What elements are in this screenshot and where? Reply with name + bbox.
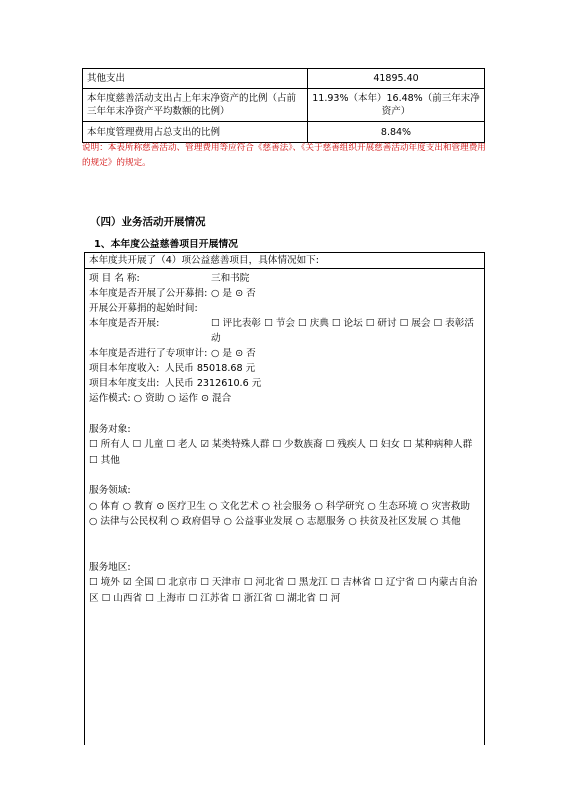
targets-options[interactable]: ☐ 所有人 ☐ 儿童 ☐ 老人 ☑ 某类特殊人群 ☐ 少数族裔 ☐ 残疾人 ☐ 妇女 ☐ 某种病种人群 ☐ 其他: [89, 439, 473, 466]
audit-row: [89, 346, 480, 361]
project-box: [84, 252, 485, 745]
fund-start-label: 开展公开募捐的起始时间:: [89, 303, 198, 314]
row-value: 8.84%: [308, 122, 485, 143]
spacer: [89, 545, 480, 560]
fund-start-row: [89, 301, 480, 316]
project-body: [85, 269, 484, 606]
public-fund-label: 本年度是否开展了公开募捐:: [89, 288, 208, 299]
audit-label: 本年度是否进行了专项审计:: [89, 348, 208, 359]
project-name-value: 三和书院: [211, 273, 250, 284]
fields-title: 服务领域:: [89, 485, 131, 496]
regions-options[interactable]: ☐ 境外 ☑ 全国 ☐ 北京市 ☐ 天津市 ☐ 河北省 ☐ 黑龙江 ☐ 吉林省 ☐ 辽宁省 ☐ 内蒙古自治区 ☐ 山西省 ☐ 上海市 ☐ 江苏省 ☐ 浙江省 ☐ 湖北省 ☐ 河: [89, 577, 478, 604]
project-name-row: [89, 271, 480, 286]
income-row: [89, 361, 480, 376]
income-label: 项目本年度收入:: [89, 363, 160, 374]
expense-row: [89, 376, 480, 391]
expense-label: 项目本年度支出:: [89, 378, 160, 389]
activities-label: 本年度是否开展:: [89, 318, 160, 329]
regions-title: 服务地区:: [89, 561, 131, 573]
fund-start-value: [211, 301, 480, 316]
table-row: [83, 122, 485, 143]
targets-title: 服务对象:: [89, 423, 131, 435]
public-fund-options[interactable]: ○ 是 ⊙ 否: [211, 288, 256, 299]
finance-table: [82, 68, 485, 143]
income-value: 人民币 85018.68 元: [165, 363, 256, 374]
row-label: 其他支出: [83, 69, 308, 89]
public-fund-row: [89, 286, 480, 301]
spacer: [89, 530, 480, 545]
section-title: （四）业务活动开展情况: [90, 216, 206, 228]
expense-value: 人民币 2312610.6 元: [165, 378, 262, 389]
section-subtitle: 1、本年度公益慈善项目开展情况: [94, 239, 238, 250]
project-header: 本年度共开展了（4）项公益慈善项目，具体情况如下:: [85, 253, 484, 269]
spacer: [89, 407, 480, 422]
row-value: 41895.40: [308, 69, 485, 89]
spacer: [89, 468, 480, 483]
activities-options[interactable]: ☐ 评比表彰 ☐ 节会 ☐ 庆典 ☐ 论坛 ☐ 研讨 ☐ 展会 ☐ 表彰活动: [211, 318, 474, 344]
row-label: 本年度慈善活动支出占上年末净资产的比例（占前三年年末净资产平均数额的比例）: [83, 89, 308, 122]
fields-options[interactable]: ○ 体育 ○ 教育 ⊙ 医疗卫生 ○ 文化艺术 ○ 社会服务 ○ 科学研究 ○ 生态环境 ○ 灾害救助 ○ 法律与公民权利 ○ 政府倡导 ○ 公益事业发展 ○ 志愿服务 ○ 扶贫及社区发展 ○ 其他: [89, 500, 471, 527]
table-row: [83, 69, 485, 89]
row-value: 11.93%（本年）16.48%（前三年末净资产）: [308, 89, 485, 122]
table-row: [83, 89, 485, 122]
table-note: 说明：本表所称慈善活动、管理费用等应符合《慈善法》、《关于慈善组织开展慈善活动年度支出和管理费用的规定》的规定。: [82, 143, 486, 168]
row-label: 本年度管理费用占总支出的比例: [83, 122, 308, 143]
project-name-label: 项 目 名 称:: [89, 273, 140, 284]
activities-row: [89, 316, 480, 346]
audit-options[interactable]: ○ 是 ⊙ 否: [211, 348, 256, 359]
mode-row[interactable]: 运作模式: ○ 资助 ○ 运作 ⊙ 混合: [89, 393, 232, 404]
